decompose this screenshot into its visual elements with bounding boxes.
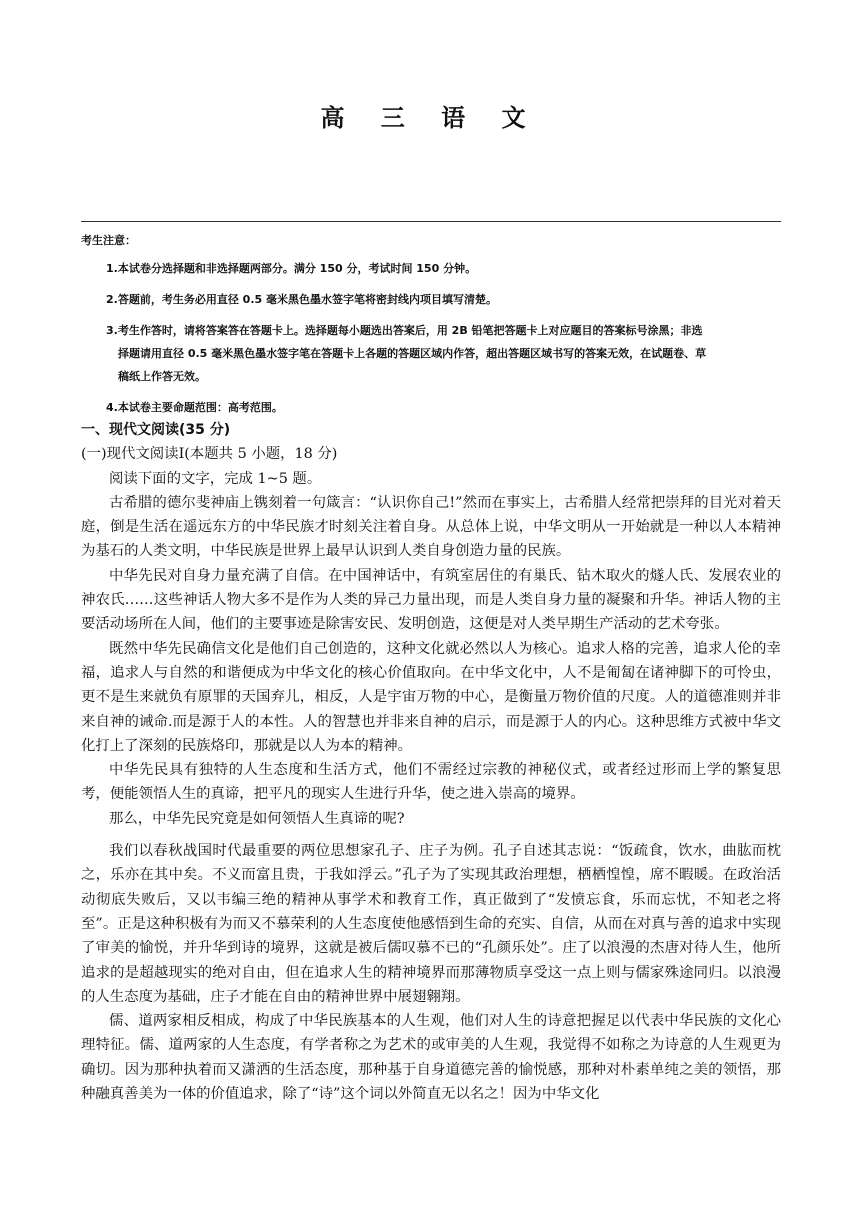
passage-paragraph-3: 既然中华先民确信文化是他们自己创造的，这种文化就必然以人为核心。追求人格的完善，追求人伦的幸福，追求人与自然的和谐便成为中华文化的核心价值取向。在中华文化中，人不是匍匐在诸神脚下的可怜虫，更不是生来就负有原罪的天国弃儿，相反，人是宇宙万物的中心，是衡量万物价值的尺度。人的道德准则并非来自神的诫命.而是源于人的本性。人的智慧也并非来自神的启示，而是源于人的内心。这种思维方式被中华文化打上了深刻的民族烙印，那就是以人为本的精神。 (81, 640, 781, 754)
notice-item-4: 4.本试卷主要命题范围：高考范围。 (106, 401, 283, 414)
passage-paragraph-2: 中华先民对自身力量充满了自信。在中国神话中，有筑室居住的有巢氏、钻木取火的燧人氏、发展农业的神农氏……这些神话人物大多不是作为人类的异己力量出现，而是人类自身力量的凝聚和升华。神话人物的主要活动场所在人间，他们的主要事迹是除害安民、发明创造，这便是对人类早期生产活动的艺术夸张。 (81, 567, 781, 633)
header-divider (81, 221, 781, 222)
notice-item-2: 2.答题前，考生务必用直径 0.5 毫米黑色墨水签字笔将密封线内项目填写清楚。 (106, 293, 497, 306)
notice-item-3-line-1: 3.考生作答时，请将答案答在答题卡上。选择题每小题选出答案后，用 2B 铅笔把答题卡上对应题目的答案标号涂黑；非选 (106, 324, 703, 337)
notice-item-3-line-2: 择题请用直径 0.5 毫米黑色墨水签字笔在答题卡上各题的答题区域内作答，超出答题区域书写的答案无效，在试题卷、草 (118, 347, 707, 360)
passage-paragraph-4: 中华先民具有独特的人生态度和生活方式，他们不需经过宗教的神秘仪式，或者经过形而上学的繁复思考，便能领悟人生的真谛，把平凡的现实人生进行升华，使之进入崇高的境界。 (81, 762, 781, 803)
notice-item-3-line-3: 稿纸上作答无效。 (118, 370, 206, 383)
passage-paragraph-1: 古希腊的德尔斐神庙上镌刻着一句箴言：“认识你自己!”然而在事实上，古希腊人经常把崇拜的目光对着天庭，倒是生活在遥远东方的中华民族才时刻关注着自身。从总体上说，中华文明从一开始就是一种以人本精神为基石的人类文明，中华民族是世界上最早认识到人类自身创造力量的民族。 (81, 494, 781, 560)
section-heading: 一、现代文阅读(35 分) (81, 422, 231, 438)
passage-paragraph-5: 那么，中华先民究竟是如何领悟人生真谛的呢? (109, 810, 405, 827)
candidate-notice (81, 233, 781, 427)
reading-instruction: 阅读下面的文字，完成 1~5 题。 (109, 470, 322, 487)
section-subheading: (一)现代文阅读Ⅰ(本题共 5 小题，18 分) (81, 446, 338, 463)
notice-item-1: 1.本试卷分选择题和非选择题两部分。满分 150 分，考试时间 150 分钟。 (106, 262, 477, 275)
page-title: 高 三 语 文 (320, 103, 540, 132)
passage-paragraph-6: 我们以春秋战国时代最重要的两位思想家孔子、庄子为例。孔子自述其志说：“饭疏食，饮水，曲肱而枕之，乐亦在其中矣。不义而富且贵，于我如浮云。”孔子为了实现其政治理想，栖栖惶惶，席不暇暖。在政治活动彻底失败后，又以韦编三绝的精神从事学术和教育工作，真正做到了“发愤忘食，乐而忘忧，不知老之将至”。正是这种积极有为而又不慕荣利的人生态度使他感悟到生命的充实、自信，从而在对真与善的追求中实现了审美的愉悦，并升华到诗的境界，这就是被后儒叹慕不已的“孔颜乐处”。庄了以浪漫的杰唐对待人生，他所追求的是超越现实的绝对自由，但在追求人生的精神境界而那薄物质享受这一点上则与儒家殊途同归。以浪漫的人生态度为基础，庄子才能在自由的精神世界中展翅翱翔。 (81, 843, 781, 1005)
reading-section (81, 418, 781, 1106)
notice-item-3 (106, 319, 781, 388)
passage-paragraph-7: 儒、道两家相反相成，构成了中华民族基本的人生观，他们对人生的诗意把握足以代表中华民族的文化心理特征。儒、道两家的人生态度，有学者称之为艺术的或审美的人生观，我觉得不如称之为诗意的人生观更为确切。因为那种执着而又潇洒的生活态度，那种基于自身道德完善的愉悦感，那种对朴素单纯之美的领悟，那种融真善美为一体的价值追求，除了“诗”这个词以外简直无以名之！因为中华文化 (81, 1013, 781, 1103)
notice-heading: 考生注意： (81, 234, 136, 247)
